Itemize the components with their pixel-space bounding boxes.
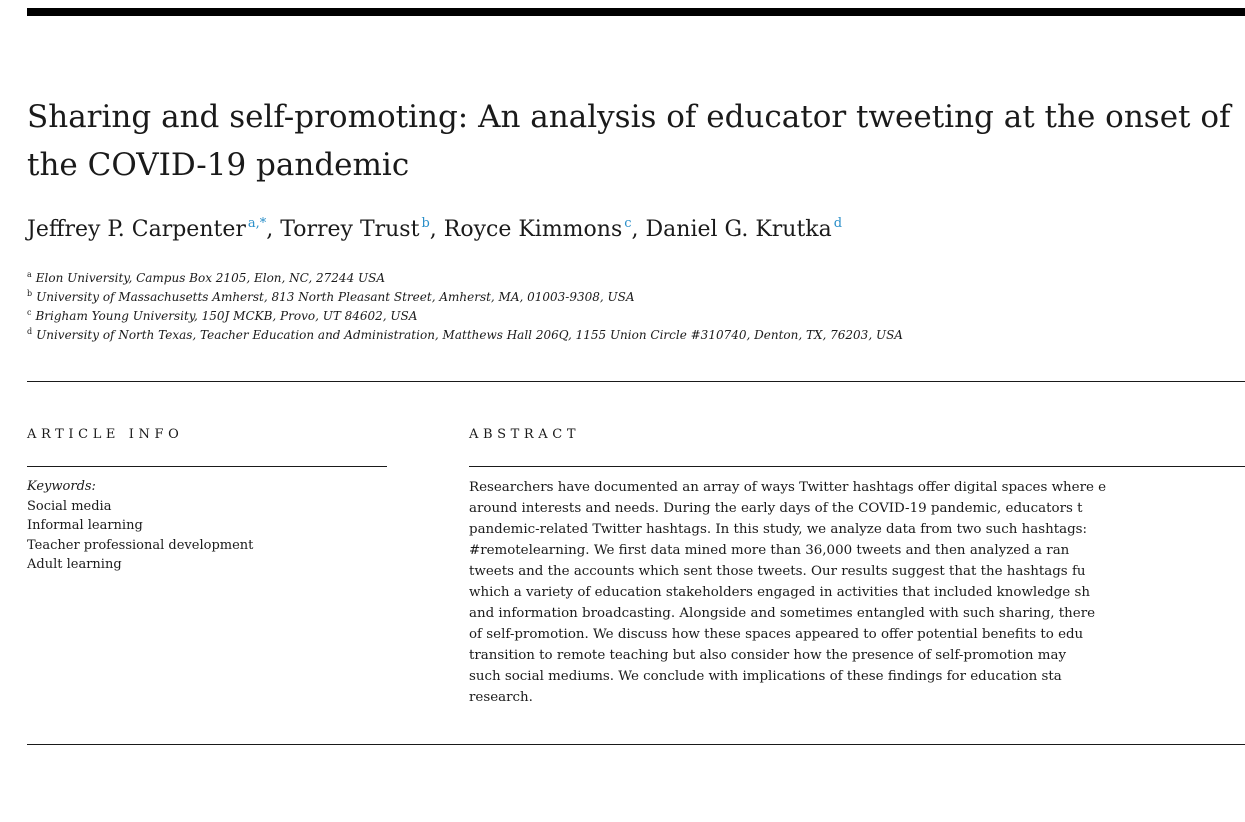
author-affiliation-link[interactable]: b	[421, 216, 430, 231]
author-name: Royce Kimmons	[443, 217, 623, 242]
abstract-heading: ABSTRACT	[469, 427, 581, 442]
abstract-line: such social mediums. We conclude with implications of these findings for education sta	[469, 669, 1062, 684]
keywords-label: Keywords:	[27, 479, 96, 494]
author-affiliation-link[interactable]: c	[624, 216, 632, 231]
abstract-line: which a variety of education stakeholders engaged in activities that included knowledge sh	[469, 585, 1090, 600]
author-affiliation-link[interactable]: a,*	[247, 216, 267, 231]
title-line: Sharing and self-promoting: An analysis of educator tweeting at the onset of	[27, 99, 1231, 135]
keywords-block	[27, 477, 253, 575]
affiliation-item	[27, 288, 903, 307]
affiliation-item	[27, 326, 903, 345]
affiliation-item	[27, 307, 903, 326]
author-name: Daniel G. Krutka	[645, 217, 832, 242]
affiliation-text: University of North Texas, Teacher Education and Administration, Matthews Hall 206Q, 1155 Union Circle #310740, Denton, TX, 76203, USA	[36, 328, 903, 342]
author-name: Torrey Trust	[280, 217, 420, 242]
affiliation-mark: a	[27, 270, 32, 279]
abstract-line: of self-promotion. We discuss how these spaces appeared to offer potential benefits to edu	[469, 627, 1084, 642]
abstract-line: Researchers have documented an array of ways Twitter hashtags offer digital spaces where e	[469, 480, 1107, 495]
affiliation-list	[27, 269, 903, 345]
author-list: Jeffrey P. Carpenter $^{a,*}$, Torrey Trust $^b$, Royce Kimmons $^c$, Daniel G. Krutka $^d$	[27, 216, 843, 242]
article-info-rule	[27, 466, 387, 467]
affiliation-text: Elon University, Campus Box 2105, Elon, NC, 27244 USA	[35, 271, 386, 285]
keyword-item: Adult learning	[27, 557, 122, 572]
author-affiliation-link[interactable]: d	[833, 216, 843, 231]
keyword-item: Informal learning	[27, 518, 143, 533]
affiliation-mark: b	[27, 289, 33, 298]
affiliation-text: University of Massachusetts Amherst, 813 North Pleasant Street, Amherst, MA, 01003-9308, USA	[36, 290, 635, 304]
affiliation-text: Brigham Young University, 150J MCKB, Provo, UT 84602, USA	[35, 309, 418, 323]
top-rule-bar	[27, 8, 1245, 16]
keyword-item: Social media	[27, 498, 112, 514]
abstract-text	[469, 477, 1245, 708]
section-divider	[27, 381, 1245, 382]
abstract-line: #remotelearning. We first data mined more than 36,000 tweets and then analyzed a ran	[469, 543, 1070, 558]
article-info-heading: ARTICLE INFO	[27, 427, 184, 442]
abstract-line: tweets and the accounts which sent those tweets. Our results suggest that the hashtags fu	[469, 564, 1086, 579]
abstract-line: and information broadcasting. Alongside and sometimes entangled with such sharing, there	[469, 606, 1096, 621]
abstract-line: research.	[469, 690, 533, 705]
abstract-line: pandemic-related Twitter hashtags. In this study, we analyze data from two such hashtags:	[469, 522, 1088, 537]
abstract-rule	[469, 466, 1245, 467]
section-divider	[27, 744, 1245, 745]
article-title	[27, 93, 1245, 189]
affiliation-item	[27, 269, 903, 288]
abstract-line: around interests and needs. During the early days of the COVID-19 pandemic, educators t	[469, 501, 1083, 516]
author-name: Jeffrey P. Carpenter	[27, 217, 246, 242]
keyword-item: Teacher professional development	[27, 537, 254, 553]
title-line: the COVID-19 pandemic	[27, 147, 410, 183]
abstract-line: transition to remote teaching but also consider how the presence of self-promotion may	[469, 648, 1067, 663]
affiliation-mark: d	[27, 327, 33, 336]
affiliation-mark: c	[27, 308, 32, 317]
